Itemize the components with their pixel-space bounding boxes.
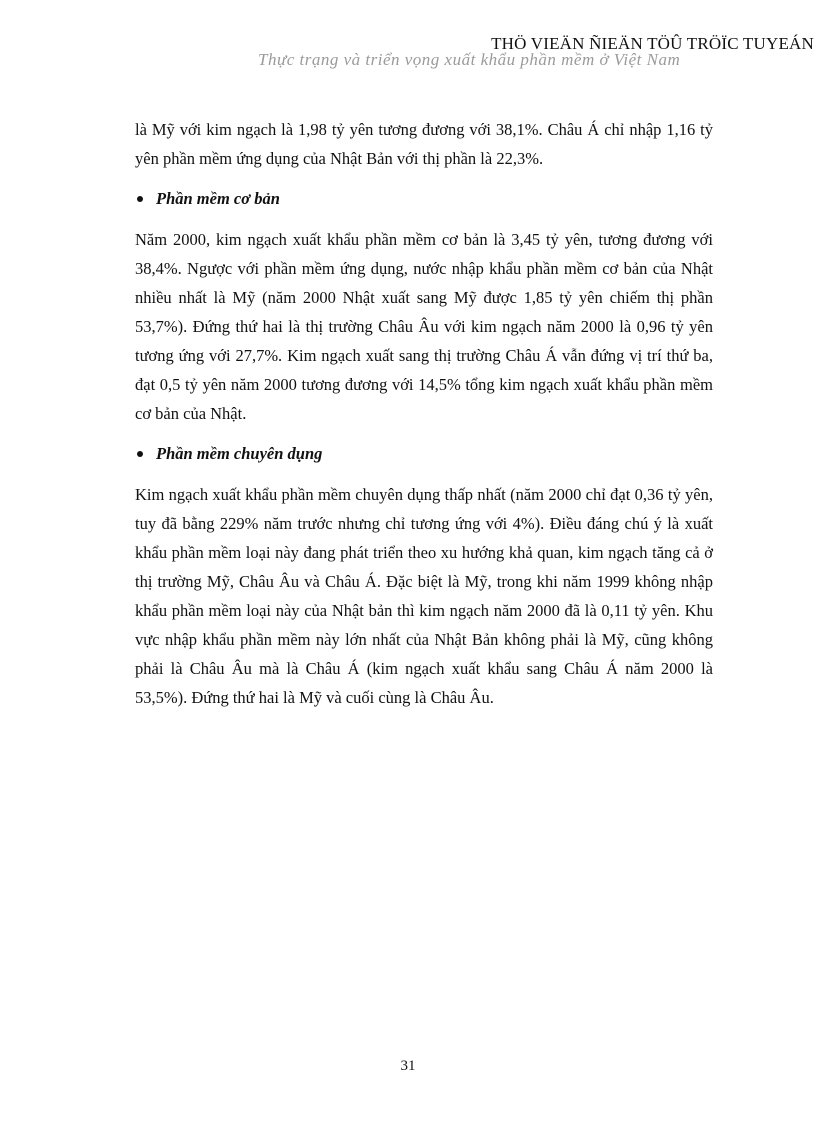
bullet-dot-icon	[137, 451, 143, 457]
document-body	[135, 115, 713, 723]
paragraph-2: Năm 2000, kim ngạch xuất khẩu phần mềm cơ bản là 3,45 tỷ yên, tương đương với 38,4%. Ngược với phần mềm ứng dụng, nước nhập khẩu phần mềm cơ bản của Nhật nhiều nhất là Mỹ (năm 2000 Nhật xuất sang Mỹ được 1,85 tỷ yên chiếm thị phần 53,7%). Đứng thứ hai là thị trường Châu Âu với kim ngạch năm 2000 là 0,96 tỷ yên tương ứng với 27,7%. Kim ngạch xuất sang thị trường Châu Á vẫn đứng vị trí thứ ba, đạt 0,5 tỷ yên năm 2000 tương đương với 14,5% tổng kim ngạch xuất khẩu phần mềm cơ bản của Nhật.	[135, 230, 713, 423]
bullet-heading-label: Phần mềm cơ bản	[156, 189, 280, 208]
page-number: 31	[400, 1058, 416, 1074]
document-subtitle: Thực trạng và triển vọng xuất khẩu phần mềm ở Việt Nam	[258, 50, 681, 69]
bullet-heading-basic-software	[135, 184, 713, 213]
paragraph-1: là Mỹ với kim ngạch là 1,98 tỷ yên tương đương với 38,1%. Châu Á chỉ nhập 1,16 tỷ yên phần mềm ứng dụng của Nhật Bản với thị phần là 22,3%.	[135, 120, 713, 168]
bullet-heading-specialized-software	[135, 439, 713, 468]
bullet-dot-icon	[137, 196, 143, 202]
header-watermark: THÖ VIEÄN ÑIEÄN TÖÛ TRÖÏC TUYEÁN	[491, 34, 814, 53]
paragraph-3: Kim ngạch xuất khẩu phần mềm chuyên dụng thấp nhất (năm 2000 chỉ đạt 0,36 tỷ yên, tuy đã bằng 229% năm trước nhưng chỉ tương ứng với 4%). Điều đáng chú ý là xuất khẩu phần mềm loại này đang phát triển theo xu hướng khả quan, kim ngạch tăng cả ở thị trường Mỹ, Châu Âu và Châu Á. Đặc biệt là Mỹ, trong khi năm 1999 không nhập khẩu phần mềm loại này của Nhật bản thì kim ngạch năm 2000 đã là 0,11 tỷ yên. Khu vực nhập khẩu phần mềm này lớn nhất của Nhật Bản không phải là Mỹ, cũng không phải là Châu Âu mà là Châu Á (kim ngạch xuất khẩu sang Châu Á năm 2000 là 53,5%). Đứng thứ hai là Mỹ và cuối cùng là Châu Âu.	[135, 485, 713, 707]
bullet-heading-label: Phần mềm chuyên dụng	[156, 444, 323, 463]
